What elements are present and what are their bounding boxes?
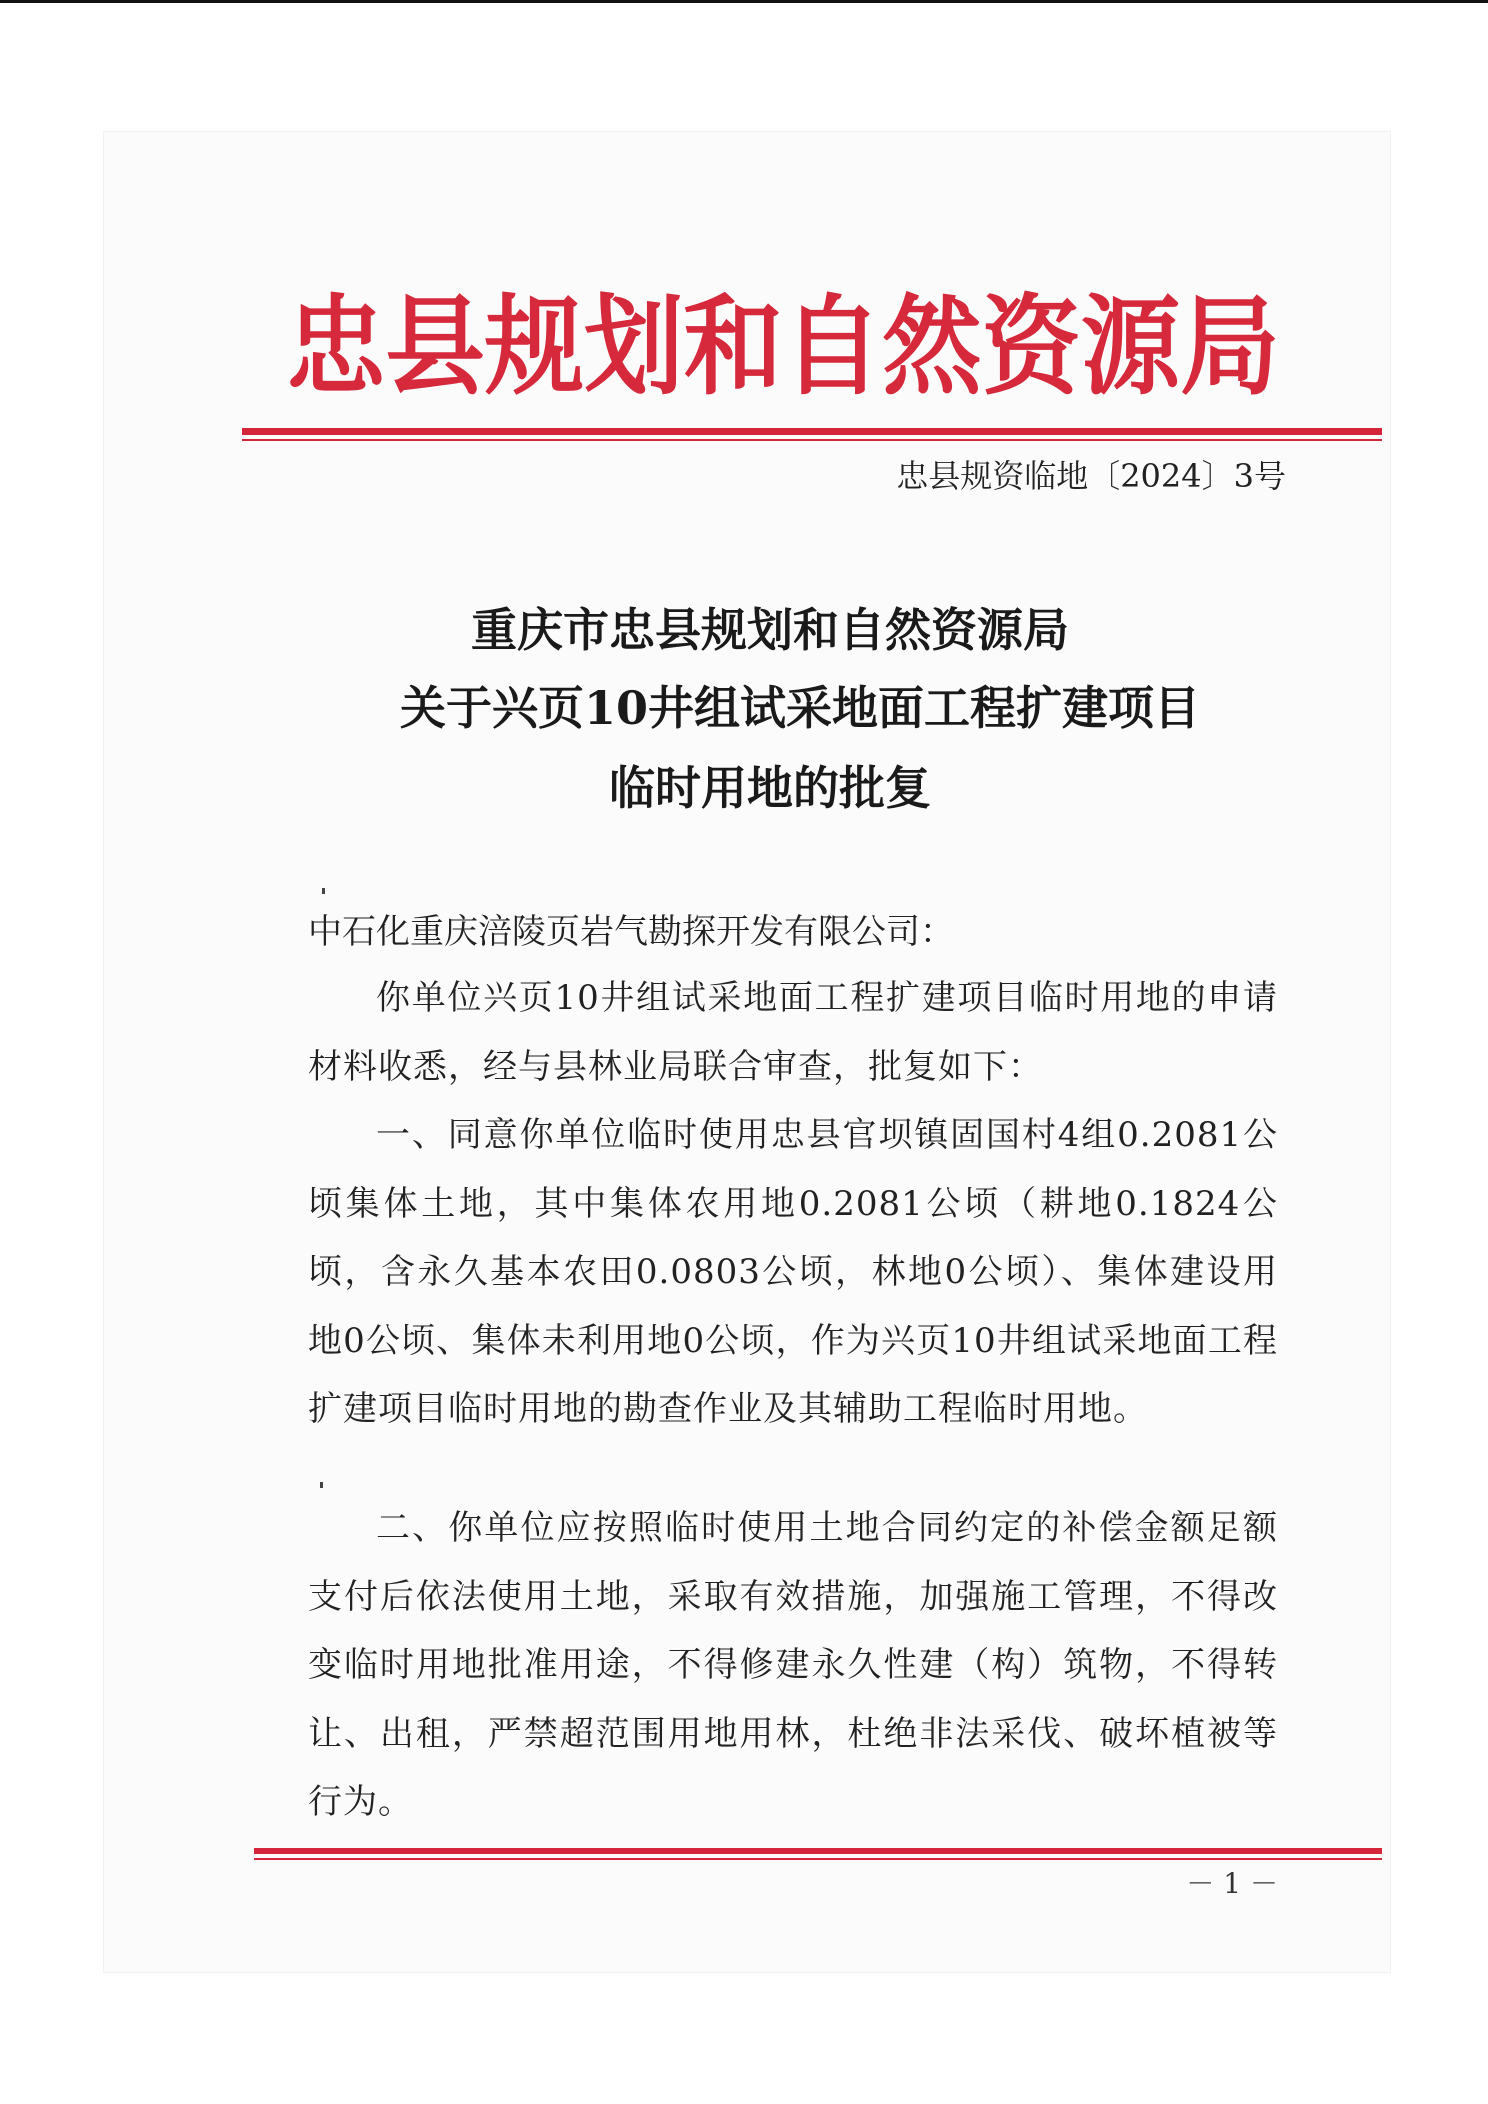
page-number: － 1 － — [1186, 1867, 1278, 1900]
paragraph-requirements: 二、你单位应按照临时使用土地合同约定的补偿金额足额支付后依法使用土地，采取有效措施，加强施工管理，不得改变临时用地批准用途，不得修建永久性建（构）筑物，不得转让、出租，严禁超范围用地用林，杜绝非法采伐、破坏植被等行为。 — [308, 1508, 1278, 1822]
letterhead-rule-thin — [242, 439, 1382, 441]
scan-speck — [320, 1482, 323, 1488]
scan-border — [0, 0, 1488, 3]
agency-letterhead: 忠县规划和自然资源局 — [286, 284, 1280, 410]
recipient: 中石化重庆涪陵页岩气勘探开发有限公司： — [308, 912, 954, 952]
paragraph-approval: 一、同意你单位临时使用忠县官坝镇固国村4组0.2081公顷集体土地，其中集体农用地0.2081公顷（耕地0.1824公顷，含永久基本农田0.0803公顷，林地0公顷）、集体建设用地0公顷、集体未利用地0公顷，作为兴页10井组试采地面工程扩建项目临时用地的勘查作业及其辅助工程临时用地。 — [308, 1115, 1278, 1429]
subject-line-3: 临时用地的批复 — [609, 761, 931, 815]
footer-rule — [254, 1848, 1382, 1854]
subject-line-2: 关于兴页10井组试采地面工程扩建项目 — [399, 681, 1200, 735]
document-number: 忠县规资临地〔2024〕3号 — [896, 457, 1286, 495]
scan-speck — [322, 888, 325, 894]
subject-line-1: 重庆市忠县规划和自然资源局 — [471, 603, 1069, 657]
paragraph-intro: 你单位兴页10井组试采地面工程扩建项目临时用地的申请材料收悉，经与县林业局联合审查，批复如下： — [308, 978, 1278, 1087]
letterhead-rule — [242, 428, 1382, 435]
